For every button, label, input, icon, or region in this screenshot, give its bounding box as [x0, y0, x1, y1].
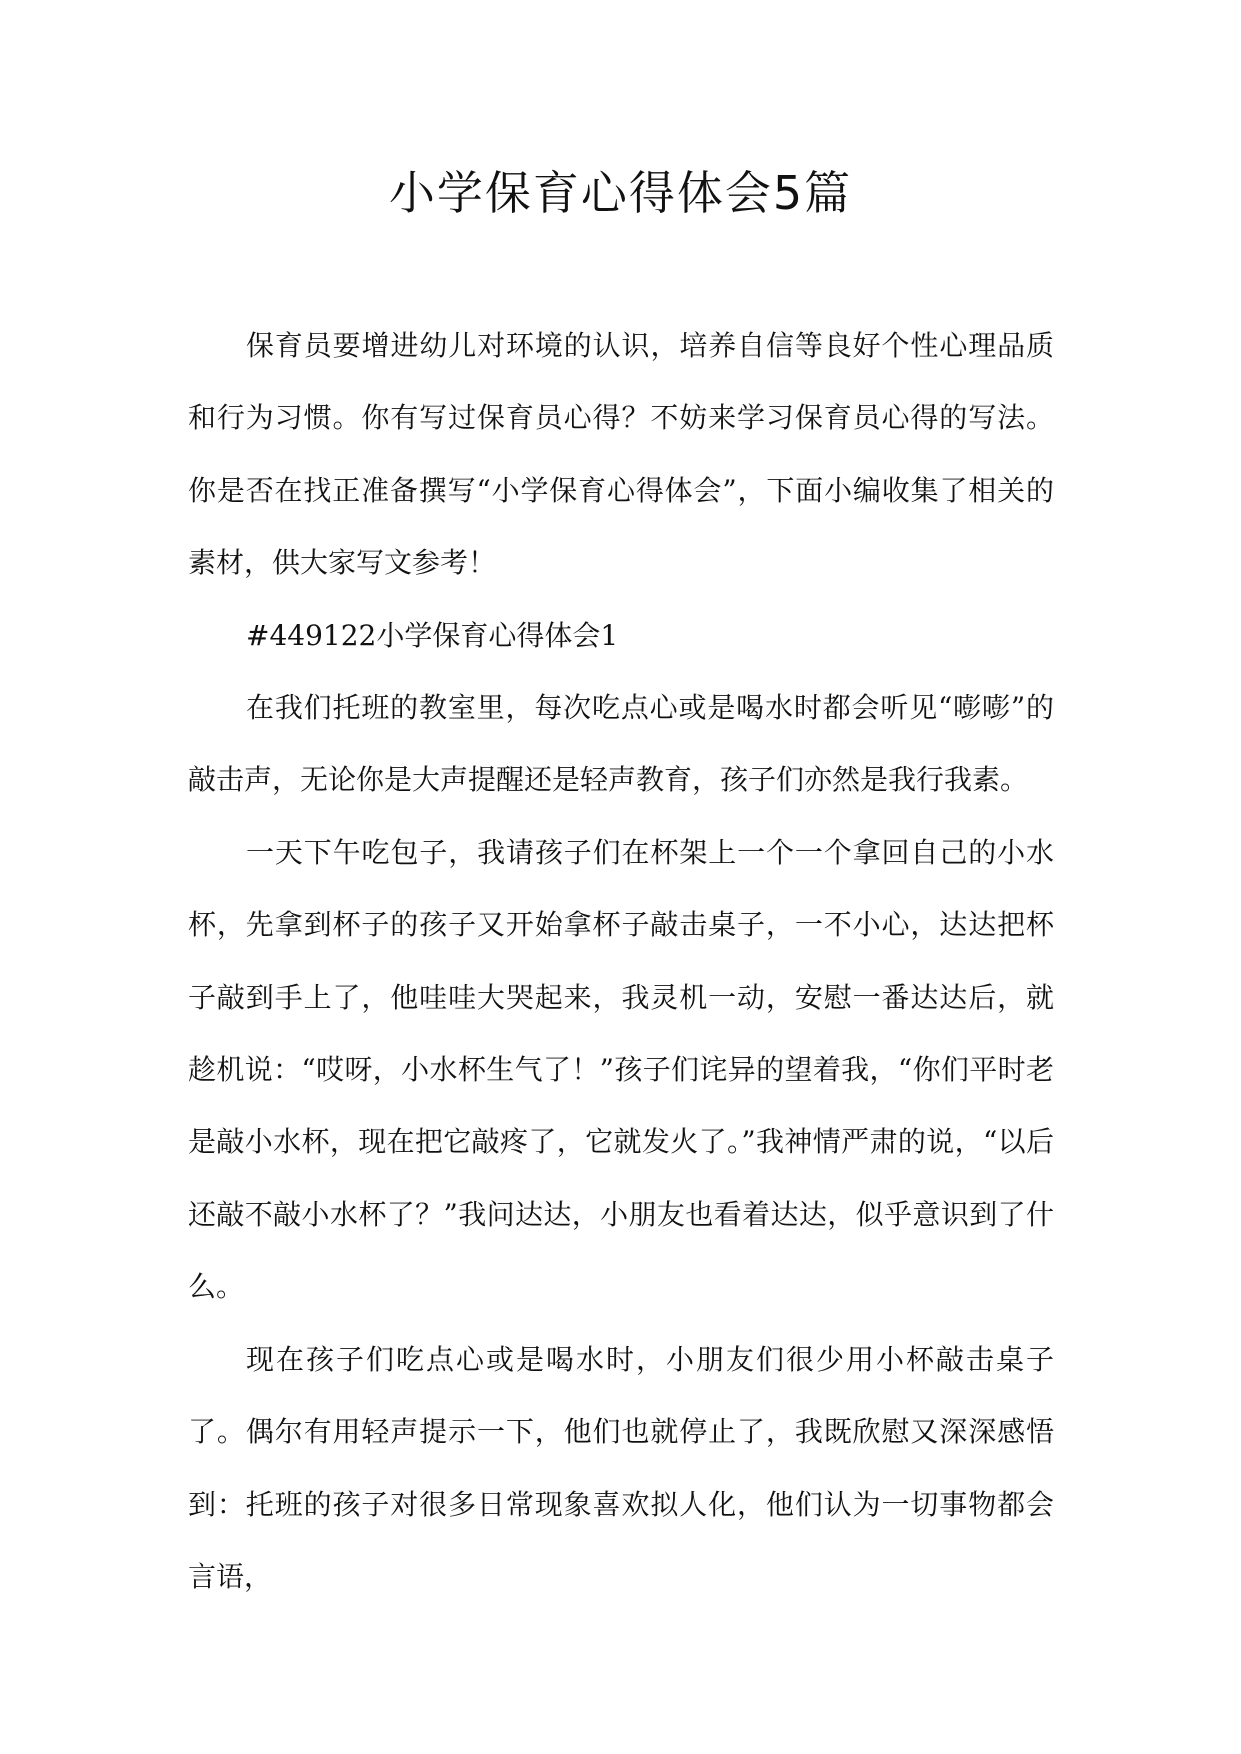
- document-body: [188, 310, 1054, 1613]
- paragraph: 一天下午吃包子，我请孩子们在杯架上一个一个拿回自己的小水杯，先拿到杯子的孩子又开始拿杯子敲击桌子，一不小心，达达把杯子敲到手上了，他哇哇大哭起来，我灵机一动，安慰一番达达后，就趁机说：“哎呀，小水杯生气了！”孩子们诧异的望着我，“你们平时老是敲小水杯，现在把它敲疼了，它就发火了。”我神情严肃的说，“以后还敲不敲小水杯了？”我问达达，小朋友也看着达达，似乎意识到了什么。: [188, 835, 1054, 1304]
- section-heading: #449122小学保育心得体会1: [246, 618, 619, 652]
- paragraph: 在我们托班的教室里，每次吃点心或是喝水时都会听见“嘭嘭”的敲击声，无论你是大声提醒还是轻声教育，孩子们亦然是我行我素。: [188, 691, 1054, 797]
- document-title: 小学保育心得体会5篇: [388, 166, 853, 220]
- paragraph: 现在孩子们吃点心或是喝水时，小朋友们很少用小杯敲击桌子了。偶尔有用轻声提示一下，他们也就停止了，我既欣慰又深深感悟到：托班的孩子对很多日常现象喜欢拟人化，他们认为一切事物都会言语，: [188, 1342, 1054, 1593]
- paragraph-intro: 保育员要增进幼儿对环境的认识，培养自信等良好个性心理品质和行为习惯。你有写过保育员心得？不妨来学习保育员心得的写法。你是否在找正准备撰写“小学保育心得体会”，下面小编收集了相关的素材，供大家写文参考！: [188, 329, 1054, 580]
